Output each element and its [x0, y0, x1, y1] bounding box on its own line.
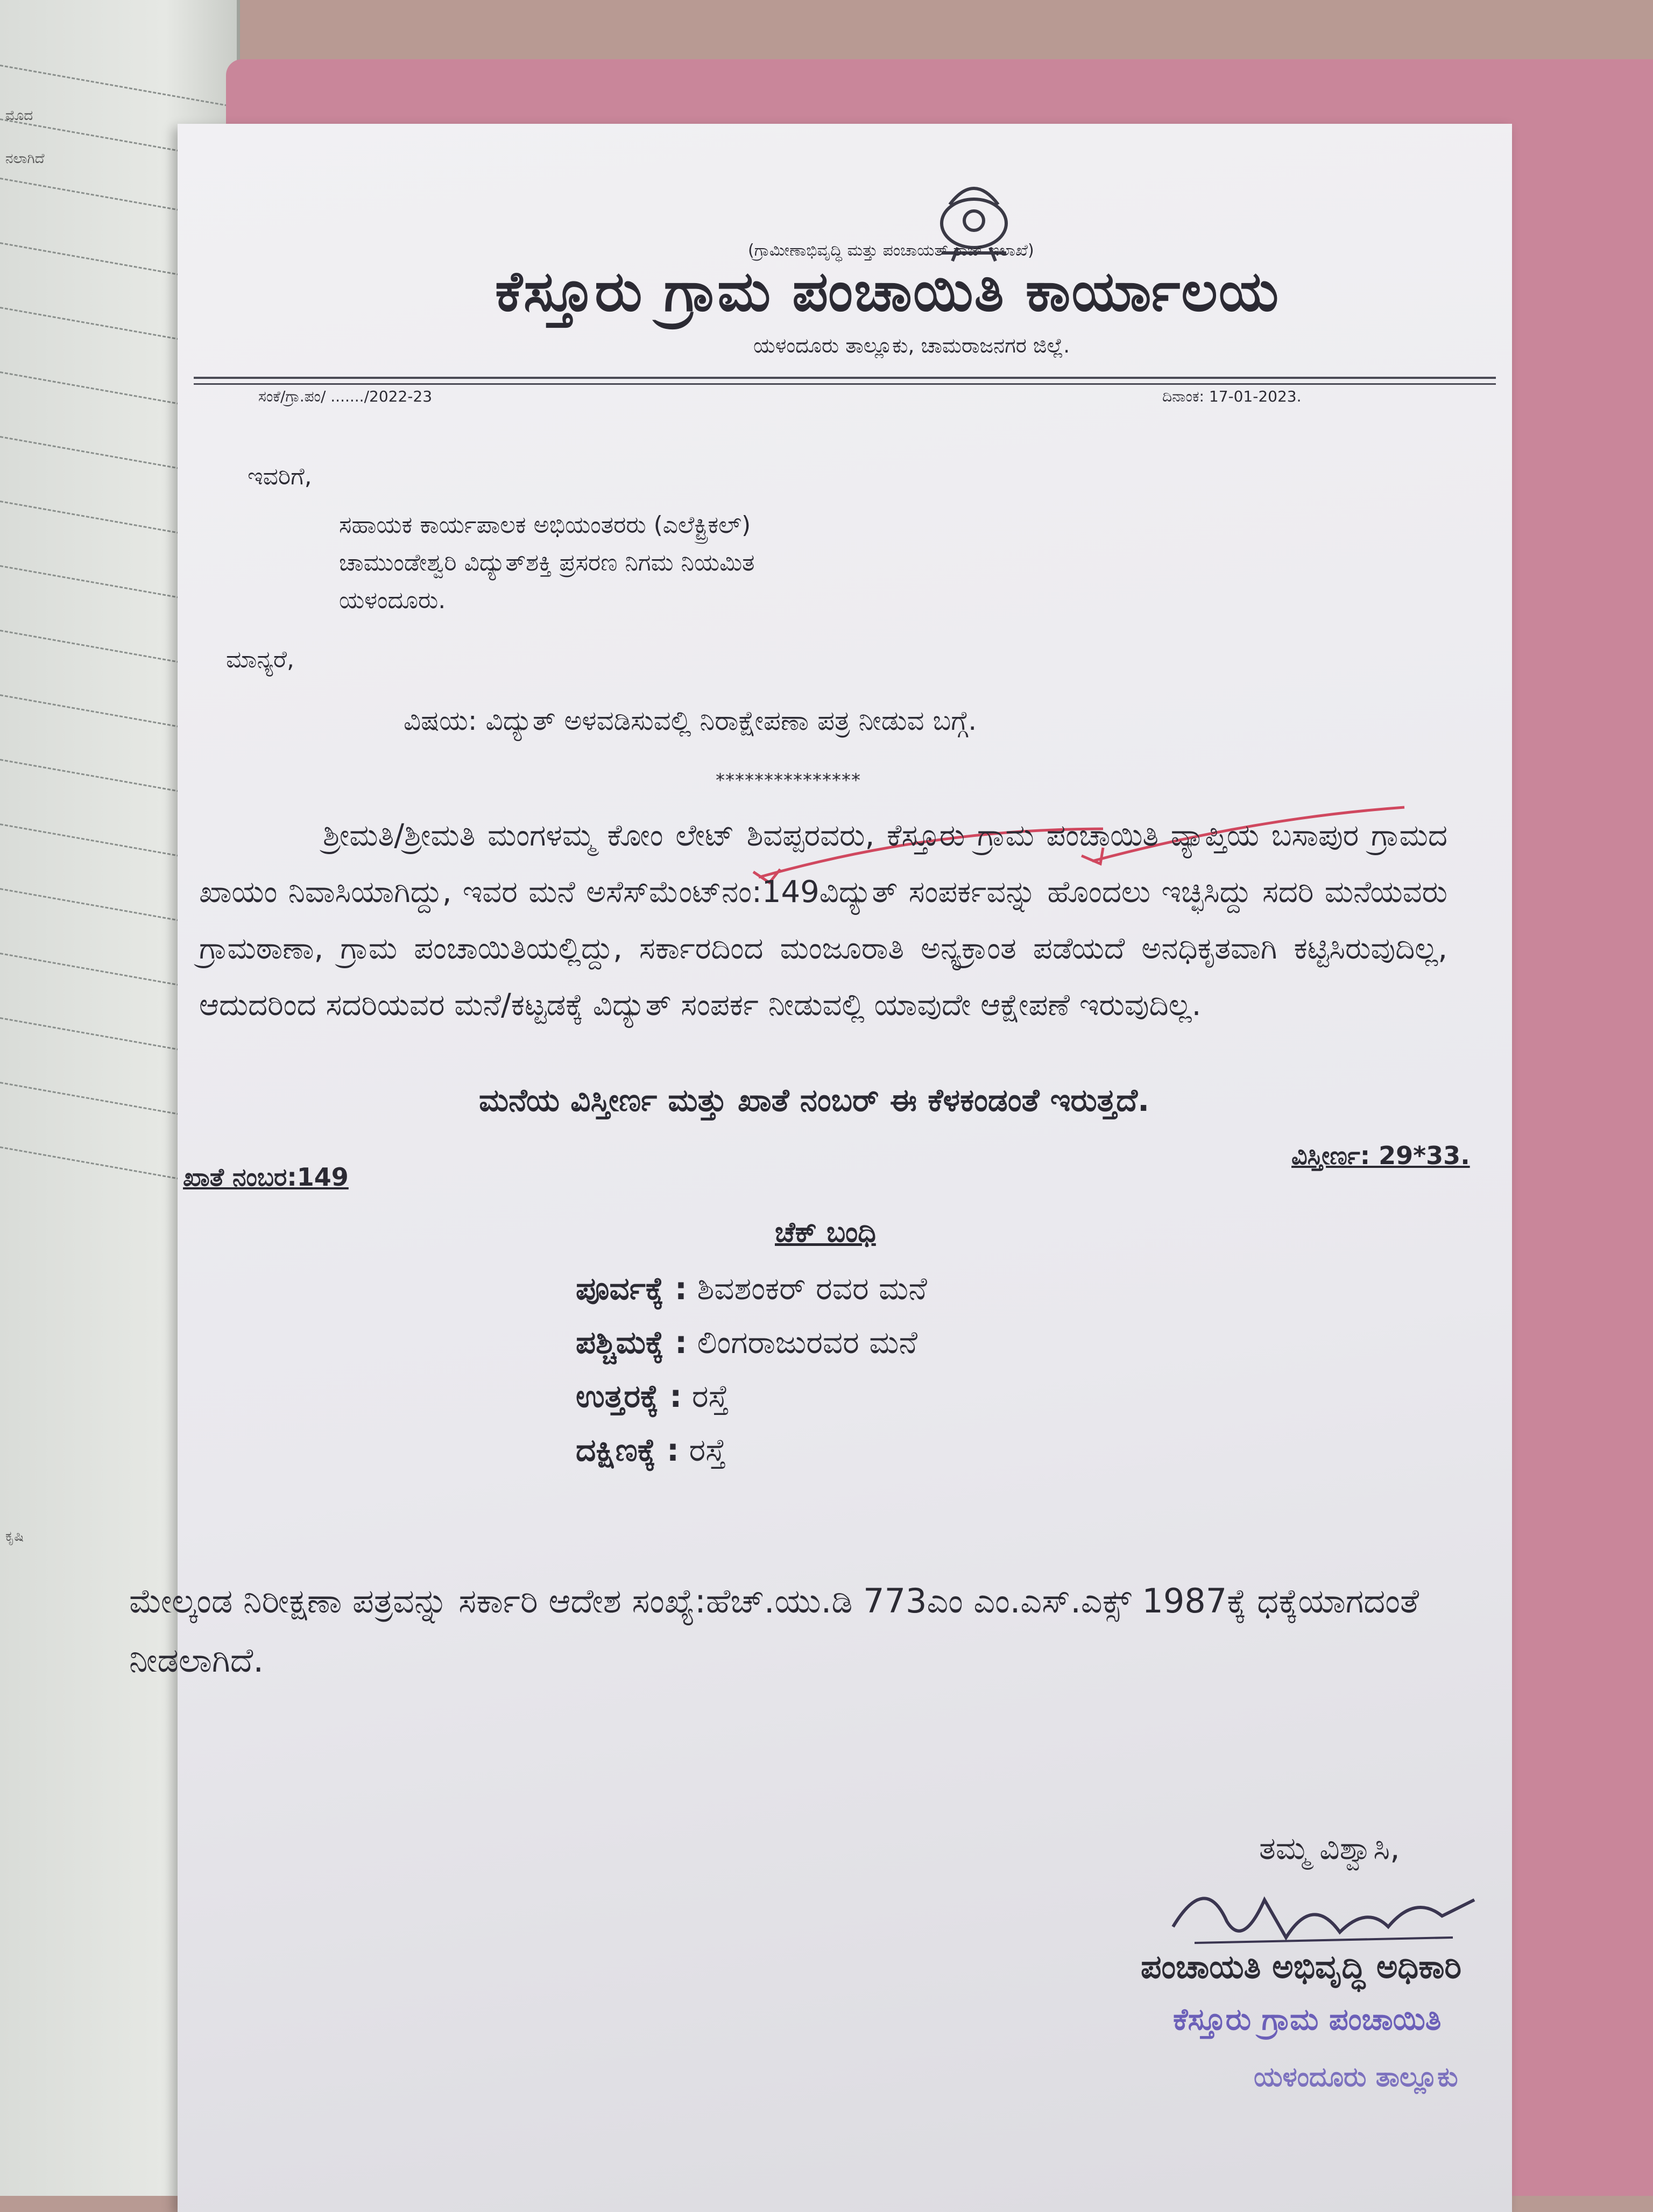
- department-line: (ಗ್ರಾಮೀಣಾಭಿವೃದ್ಧಿ ಮತ್ತು ಪಂಚಾಯತ್ ರಾಜ್ ಇಲಾಖೆ): [748, 241, 1034, 260]
- closing-yours: ತಮ್ಮ ವಿಶ್ವಾಸಿ,: [1259, 1830, 1400, 1866]
- boundary-value: ಶಿವಶಂಕರ್ ರವರ ಮನೆ: [697, 1270, 927, 1307]
- boundary-row: [576, 1324, 917, 1361]
- area-measurement: ವಿಸ್ತೀರ್ಣ: 29*33.: [1291, 1141, 1470, 1170]
- boundary-title: ಚೆಕ್ ಬಂಧಿ: [775, 1216, 876, 1249]
- office-title: ಕೆಸ್ತೂರು ಗ್ರಾಮ ಪಂಚಾಯಿತಿ ಕಾರ್ಯಾಲಯ: [495, 258, 1280, 324]
- boundary-direction: ಪೂರ್ವಕ್ಕೆ :: [576, 1270, 688, 1307]
- body-paragraph: ಶ್ರೀಮತಿ/ಶ್ರೀಮತಿ ಮಂಗಳಮ್ಮ ಕೋಂ ಲೇಟ್ ಶಿವಪ್ಪರವರು, ಕೆಸ್ತೂರು ಗ್ರಾಮ ಪಂಚಾಯಿತಿ ವ್ಯಾಪ್ತಿಯ ಬಸಾಪುರ ಗ್ರಾಮದ ಖಾಯಂ ನಿವಾಸಿಯಾಗಿದ್ದು, ಇವರ ಮನೆ ಅಸೆಸ್‌ಮೆಂಟ್‌ನಂ:149ವಿದ್ಯುತ್ ಸಂಪರ್ಕವನ್ನು ಹೊಂದಲು ಇಚ್ಛಿಸಿದ್ದು ಸದರಿ ಮನೆಯವರು ಗ್ರಾಮಠಾಣಾ, ಗ್ರಾಮ ಪಂಚಾಯಿತಿಯಲ್ಲಿದ್ದು, ಸರ್ಕಾರದಿಂದ ಮಂಜೂರಾತಿ ಅನ್ಯಕ್ರಾಂತ ಪಡೆಯದೆ ಅನಧಿಕೃತವಾಗಿ ಕಟ್ಟಿಸಿರುವುದಿಲ್ಲ, ಆದುದರಿಂದ ಸದರಿಯವರ ಮನೆ/ಕಟ್ಟಡಕ್ಕೆ ವಿದ್ಯುತ್ ಸಂಪರ್ಕ ನೀಡುವಲ್ಲಿ ಯಾವುದೇ ಆಕ್ಷೇಪಣೆ ಇರುವುದಿಲ್ಲ.: [199, 818, 1447, 1023]
- reference-number: ಸಂಕೆ/ಗ್ರಾ.ಪಂ/ ......./2022-23: [258, 388, 433, 405]
- document-page: [129, 124, 1512, 2212]
- recipient-line: ಯಳಂದೂರು.: [339, 587, 446, 614]
- subject-line: ವಿಷಯ: ವಿದ್ಯುತ್ ಅಳವಡಿಸುವಲ್ಲಿ ನಿರಾಕ್ಷೇಪಣಾ ಪತ್ರ ನೀಡುವ ಬಗ್ಗೆ.: [404, 705, 977, 736]
- letter-date: ದಿನಾಂಕ: 17-01-2023.: [1162, 388, 1302, 405]
- recipient-line: ಚಾಮುಂಡೇಶ್ವರಿ ವಿದ್ಯುತ್‌ಶಕ್ತಿ ಪ್ರಸರಣ ನಿಗಮ ನಿಯಮಿತ: [339, 549, 755, 576]
- boundary-direction: ಉತ್ತರಕ್ಕೆ :: [576, 1378, 682, 1414]
- office-stamp-line: ಕೆಸ್ತೂರು ಗ್ರಾಮ ಪಂಚಾಯಿತಿ: [1173, 2002, 1442, 2037]
- boundary-row: [576, 1378, 729, 1415]
- boundary-value: ಲಿಂಗರಾಜುರವರ ಮನೆ: [697, 1324, 917, 1361]
- salutation: ಮಾನ್ಯರೆ,: [226, 646, 294, 673]
- boundary-direction: ಪಶ್ಚಿಮಕ್ಕೆ :: [576, 1324, 688, 1361]
- boundary-row: [576, 1270, 927, 1307]
- recipient-line: ಸಹಾಯಕ ಕಾರ್ಯಪಾಲಕ ಅಭಿಯಂತರರು (ಎಲೆಕ್ಟ್ರಿಕಲ್): [339, 511, 751, 539]
- office-address: ಯಳಂದೂರು ತಾಲ್ಲೂಕು, ಚಾಮರಾಜನಗರ ಜಿಲ್ಲೆ.: [753, 334, 1070, 357]
- left-page-fragment: ಕೃಷಿ: [5, 1528, 24, 1545]
- page-rule: [0, 65, 228, 107]
- boundary-value: ರಸ್ತೆ: [689, 1432, 726, 1468]
- boundary-direction: ದಕ್ಷಿಣಕ್ಕೆ :: [576, 1432, 680, 1468]
- recipient-label: ಇವರಿಗೆ,: [248, 463, 312, 490]
- boundary-row: [576, 1432, 726, 1469]
- left-page-fragment: ಮೊದ: [5, 108, 33, 124]
- header-divider: [194, 377, 1496, 385]
- separator-stars: ***************: [716, 770, 861, 791]
- boundary-value: ರಸ್ತೆ: [691, 1378, 729, 1414]
- description-line: ಮನೆಯ ವಿಸ್ತೀರ್ಣ ಮತ್ತು ಖಾತೆ ನಂಬರ್ ಈ ಕೆಳಕಂಡಂತೆ ಇರುತ್ತದೆ.: [479, 1082, 1150, 1118]
- officer-designation: ಪಂಚಾಯತಿ ಅಭಿವೃದ್ಧಿ ಅಧಿಕಾರಿ: [1141, 1948, 1462, 1986]
- khata-number: ಖಾತೆ ನಂಬರ:149: [183, 1163, 349, 1192]
- footer-paragraph: ಮೇಲ್ಕಂಡ ನಿರೀಕ್ಷಣಾ ಪತ್ರವನ್ನು ಸರ್ಕಾರಿ ಆದೇಶ ಸಂಖ್ಯೆ:ಹೆಚ್.ಯು.ಡಿ 773ಎಂ ಎಂ.ಎಸ್.ಎಕ್ಸ್ 1987ಕ್ಕೆ ಧಕ್ಕೆಯಾಗದಂತೆ ನೀಡಲಾಗಿದೆ.: [129, 1581, 1419, 1680]
- left-page-fragment: ನಲಾಗಿದೆ: [5, 151, 45, 167]
- office-stamp-line: ಯಳಂದೂರು ತಾಲ್ಲೂಕು: [1254, 2061, 1458, 2093]
